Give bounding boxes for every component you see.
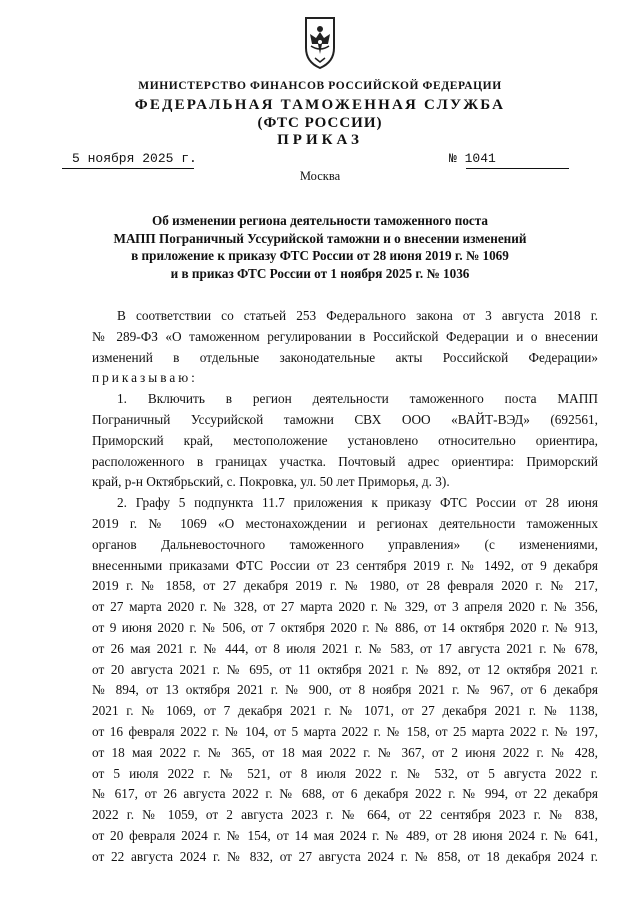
body-line: 2019 г. № 1069 «О местонахождении и регионах деятельности таможенных <box>92 515 598 531</box>
body-line: 2021 г. № 1069, от 7 декабря 2021 г. № 1071, от 27 декабря 2021 г. № 1138, <box>92 703 598 719</box>
body-line: приказываю: <box>92 370 198 386</box>
title-line: и в приказ ФТС России от 1 ноября 2025 г. № 1036 <box>170 265 470 281</box>
order-number: № 1041 <box>449 151 496 166</box>
ministry-name: МИНИСТЕРСТВО ФИНАНСОВ РОССИЙСКОЙ ФЕДЕРАЦИИ <box>138 80 502 92</box>
document-body <box>92 306 598 868</box>
body-line: от 20 августа 2021 г. № 695, от 11 октября 2021 г. № 892, от 12 октября 2021 г. <box>92 661 598 677</box>
service-name: ФЕДЕРАЛЬНАЯ ТАМОЖЕННАЯ СЛУЖБА <box>134 97 506 113</box>
body-line: от 27 марта 2020 г. № 328, от 27 марта 2020 г. № 329, от 3 апреля 2020 г. № 356, <box>92 599 598 615</box>
body-line: 2. Графу 5 подпункта 11.7 приложения к приказу ФТС России от 28 июня <box>117 495 598 511</box>
body-line: Пограничный Уссурийской таможни СВХ ООО «ВАЙТ-ВЭД» (692561, <box>92 411 598 427</box>
title-line: Об изменении региона деятельности таможенного поста <box>151 213 489 228</box>
service-short-name: (ФТС РОССИИ) <box>257 115 383 131</box>
body-line: изменений в отдельные законодательные акты Российской Федерации» <box>92 349 598 365</box>
document-title <box>70 212 570 282</box>
body-line: от 16 февраля 2022 г. № 104, от 5 марта 2022 г. № 158, от 25 марта 2022 г. № 197, <box>92 723 598 739</box>
body-line: № 894, от 13 октября 2021 г. № 900, от 8 ноября 2021 г. № 967, от 6 декабря <box>92 682 598 698</box>
body-line: от 20 февраля 2024 г. № 154, от 14 мая 2024 г. № 489, от 28 июня 2024 г. № 641, <box>92 827 598 843</box>
body-line: от 26 мая 2021 г. № 444, от 8 июля 2021 г. № 583, от 17 августа 2021 г. № 678, <box>92 640 598 656</box>
body-line: внесенными приказами ФТС России от 23 сентября 2019 г. № 1492, от 9 декабря <box>92 557 598 573</box>
order-date: 5 ноября 2025 г. <box>72 151 197 166</box>
body-line: 2019 г. № 1858, от 27 декабря 2019 г. № 1980, от 28 февраля 2020 г. № 217, <box>92 578 598 594</box>
title-line: в приложение к приказу ФТС России от 28 июня 2019 г. № 1069 <box>131 248 509 263</box>
body-line: расположенного в границах участка. Почтовый адрес ориентира: Приморский <box>92 453 598 469</box>
body-line: край, р-н Октябрьский, с. Покровка, ул. 50 лет Приморья, д. 3). <box>92 474 450 490</box>
body-line: Приморский край, местоположение установлено относительно ориентира, <box>92 432 598 448</box>
title-line: МАПП Пограничный Уссурийской таможни и о внесении изменений <box>113 230 527 246</box>
body-line: от 22 августа 2024 г. № 832, от 27 августа 2024 г. № 858, от 18 декабря 2024 г. <box>92 848 598 864</box>
document-type: ПРИКАЗ <box>277 132 363 148</box>
body-line: органов Дальневосточного таможенного управления» (с изменениями, <box>92 536 598 552</box>
body-line: В соответствии со статьей 253 Федерального закона от 3 августа 2018 г. <box>117 308 598 323</box>
body-line: 2022 г. № 1059, от 2 августа 2023 г. № 664, от 22 сентября 2023 г. № 838, <box>92 807 598 823</box>
body-line: № 289-ФЗ «О таможенном регулировании в Российской Федерации и о внесении <box>92 328 598 344</box>
city: Москва <box>299 169 341 183</box>
body-line: от 9 июня 2020 г. № 506, от 7 октября 2020 г. № 886, от 14 октября 2020 г. № 913, <box>92 619 598 635</box>
state-emblem-icon <box>296 14 344 70</box>
body-line: 1. Включить в регион деятельности таможенного поста МАПП <box>117 391 598 407</box>
body-line: от 5 июля 2022 г. № 521, от 8 июля 2022 г. № 532, от 5 августа 2022 г. <box>92 765 598 781</box>
body-line: № 617, от 26 августа 2022 г. № 688, от 6 декабря 2022 г. № 994, от 22 декабря <box>92 786 598 802</box>
body-line: от 18 мая 2022 г. № 365, от 18 мая 2022 г. № 367, от 2 июня 2022 г. № 428, <box>92 744 598 760</box>
